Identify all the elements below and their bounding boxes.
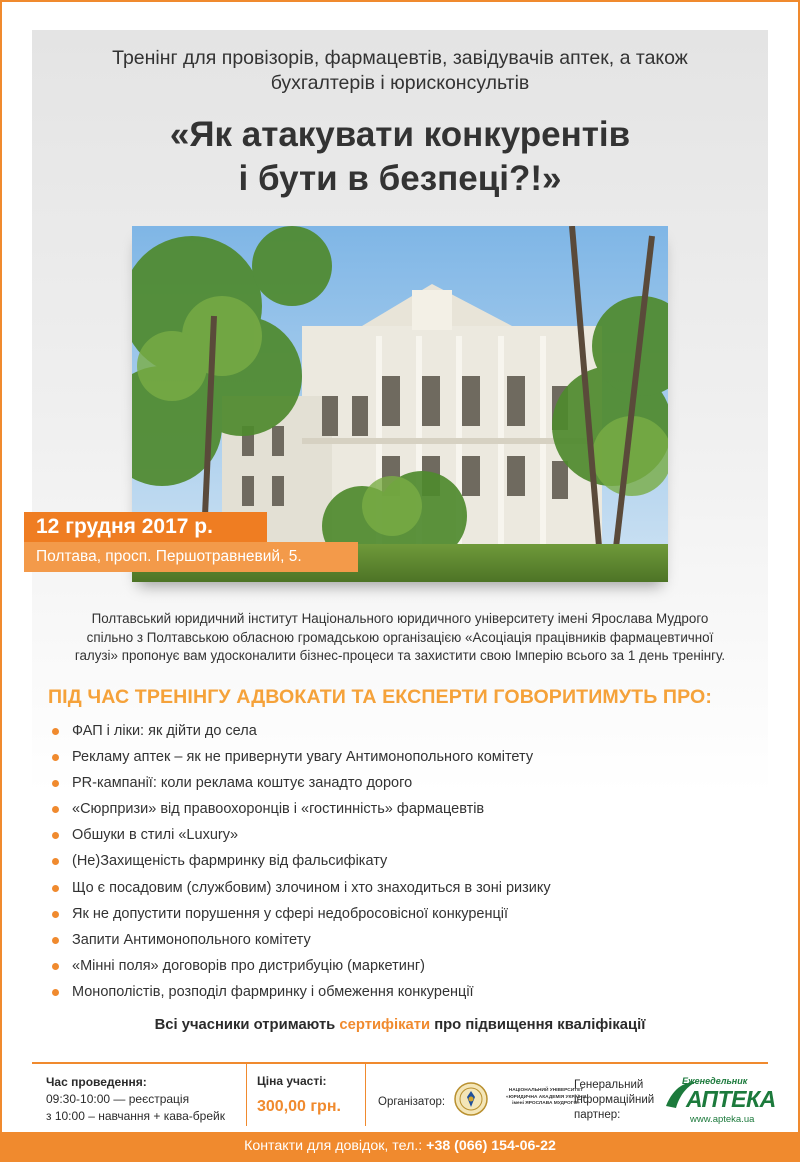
training-title xyxy=(32,113,768,201)
topic-text: Монополістів, розподіл фармринку і обмеження конкуренції xyxy=(72,983,474,1000)
intro-line-1: Полтавський юридичний інститут Національного юридичного університету імені Ярослава Мудрого xyxy=(91,611,709,626)
bullet-icon xyxy=(52,806,59,813)
subtitle-line-2: бухгалтерів і юрисконсультів xyxy=(270,72,530,94)
certificate-text-before: Всі учасники отримають xyxy=(154,1017,340,1033)
intro-paragraph xyxy=(48,610,752,666)
bullet-icon xyxy=(52,728,59,735)
subtitle-line-1: Тренінг для провізорів, фармацевтів, завідувачів аптек, а також xyxy=(112,47,688,69)
topic-item xyxy=(52,979,752,1005)
partner-brand: АПТЕКА xyxy=(686,1086,776,1112)
schedule-training: з 10:00 – навчання + кава-брейк xyxy=(46,1109,225,1123)
organizer-name-line-2: «ЮРИДИЧНА АКАДЕМІЯ УКРАЇНИ xyxy=(506,1094,586,1100)
schedule-block xyxy=(46,1074,251,1125)
topic-item xyxy=(52,718,752,744)
organizer-name-line-1: НАЦІОНАЛЬНИЙ УНІВЕРСИТЕТ xyxy=(508,1088,584,1093)
partner-label-line-3: партнер: xyxy=(574,1109,621,1121)
bullet-icon xyxy=(52,989,59,996)
topic-item xyxy=(52,953,752,979)
partner-label-line-2: інформаційний xyxy=(574,1094,655,1106)
partner-weekly: Еженедельник xyxy=(682,1076,748,1086)
certificate-note xyxy=(32,1017,768,1033)
university-seal-icon xyxy=(454,1082,488,1116)
certificate-text-after: про підвищення кваліфікації xyxy=(430,1017,646,1033)
price-label: Ціна участі: xyxy=(257,1074,327,1088)
intro-line-3: галузі» пропонує вам удосконалити бізнес-процеси та захистити свою Імперію всього за 1 день тренінгу. xyxy=(74,648,726,663)
topic-text: «Мінні поля» договорів про дистрибуцію (маркетинг) xyxy=(72,957,425,974)
title-line-1: «Як атакувати конкурентів xyxy=(169,115,631,154)
contacts-label: Контакти для довідок, тел.: xyxy=(244,1138,427,1154)
partner-label xyxy=(574,1078,664,1123)
bullet-icon xyxy=(52,911,59,918)
topic-item xyxy=(52,875,752,901)
schedule-label: Час проведення: xyxy=(46,1075,147,1089)
topic-text: Запити Антимонопольного комітету xyxy=(72,931,311,948)
topic-item xyxy=(52,770,752,796)
event-date: 12 грудня 2017 р. xyxy=(24,512,267,542)
bullet-icon xyxy=(52,963,59,970)
bullet-icon xyxy=(52,754,59,761)
schedule-registration: 09:30-10:00 — реєстрація xyxy=(46,1092,190,1106)
training-subtitle xyxy=(32,46,768,96)
certificate-highlight: сертифікати xyxy=(339,1017,431,1033)
topic-text: PR-кампанії: коли реклама коштує занадто дорого xyxy=(72,775,413,792)
topic-text: «Сюрпризи» від правоохоронців і «гостинність» фармацевтів xyxy=(72,801,485,818)
intro-line-2: спільно з Полтавською обласною громадською організацією «Асоціація працівників фармацевтичної xyxy=(86,629,714,645)
bullet-icon xyxy=(52,937,59,944)
topics-heading: ПІД ЧАС ТРЕНІНГУ АДВОКАТИ ТА ЕКСПЕРТИ ГОВОРИТИМУТЬ ПРО: xyxy=(48,686,712,708)
topic-item xyxy=(52,927,752,953)
topic-text: (Не)Захищеність фармринку від фальсифікату xyxy=(72,853,388,870)
title-line-2: і бути в безпеці?!» xyxy=(238,159,562,198)
topic-item xyxy=(52,848,752,874)
organizer-name-line-3: імені ЯРОСЛАВА МУДРОГО» xyxy=(512,1101,580,1106)
price-value: 300,00 грн. xyxy=(257,1098,341,1115)
event-place: Полтава, просп. Першотравневий, 5. xyxy=(24,542,358,572)
bullet-icon xyxy=(52,832,59,839)
topic-text: Що є посадовим (службовим) злочином і хто знаходиться в зоні ризику xyxy=(72,879,551,896)
topic-item xyxy=(52,822,752,848)
bullet-icon xyxy=(52,780,59,787)
price-block xyxy=(246,1064,366,1126)
topics-list xyxy=(52,718,752,1005)
topic-text: ФАП і ліки: як дійти до села xyxy=(72,723,257,739)
organizer-label: Організатор: xyxy=(378,1096,446,1108)
contacts-phone: +38 (066) 154-06-22 xyxy=(426,1138,556,1154)
topic-text: Рекламу аптек – як не привернути увагу Антимонопольного комітету xyxy=(72,749,534,766)
topic-item xyxy=(52,796,752,822)
contacts-bar xyxy=(0,1132,800,1162)
topic-text: Як не допустити порушення у сфері недобросовісної конкуренції xyxy=(72,905,509,922)
bullet-icon xyxy=(52,858,59,865)
partner-url: www.apteka.ua xyxy=(690,1114,755,1125)
info-footer xyxy=(32,1062,776,1130)
topic-item xyxy=(52,901,752,927)
partner-label-line-1: Генеральний xyxy=(574,1079,644,1091)
bullet-icon xyxy=(52,885,59,892)
apteka-logo xyxy=(664,1074,776,1126)
topic-text: Обшуки в стилі «Luxury» xyxy=(72,827,239,844)
topic-item xyxy=(52,744,752,770)
